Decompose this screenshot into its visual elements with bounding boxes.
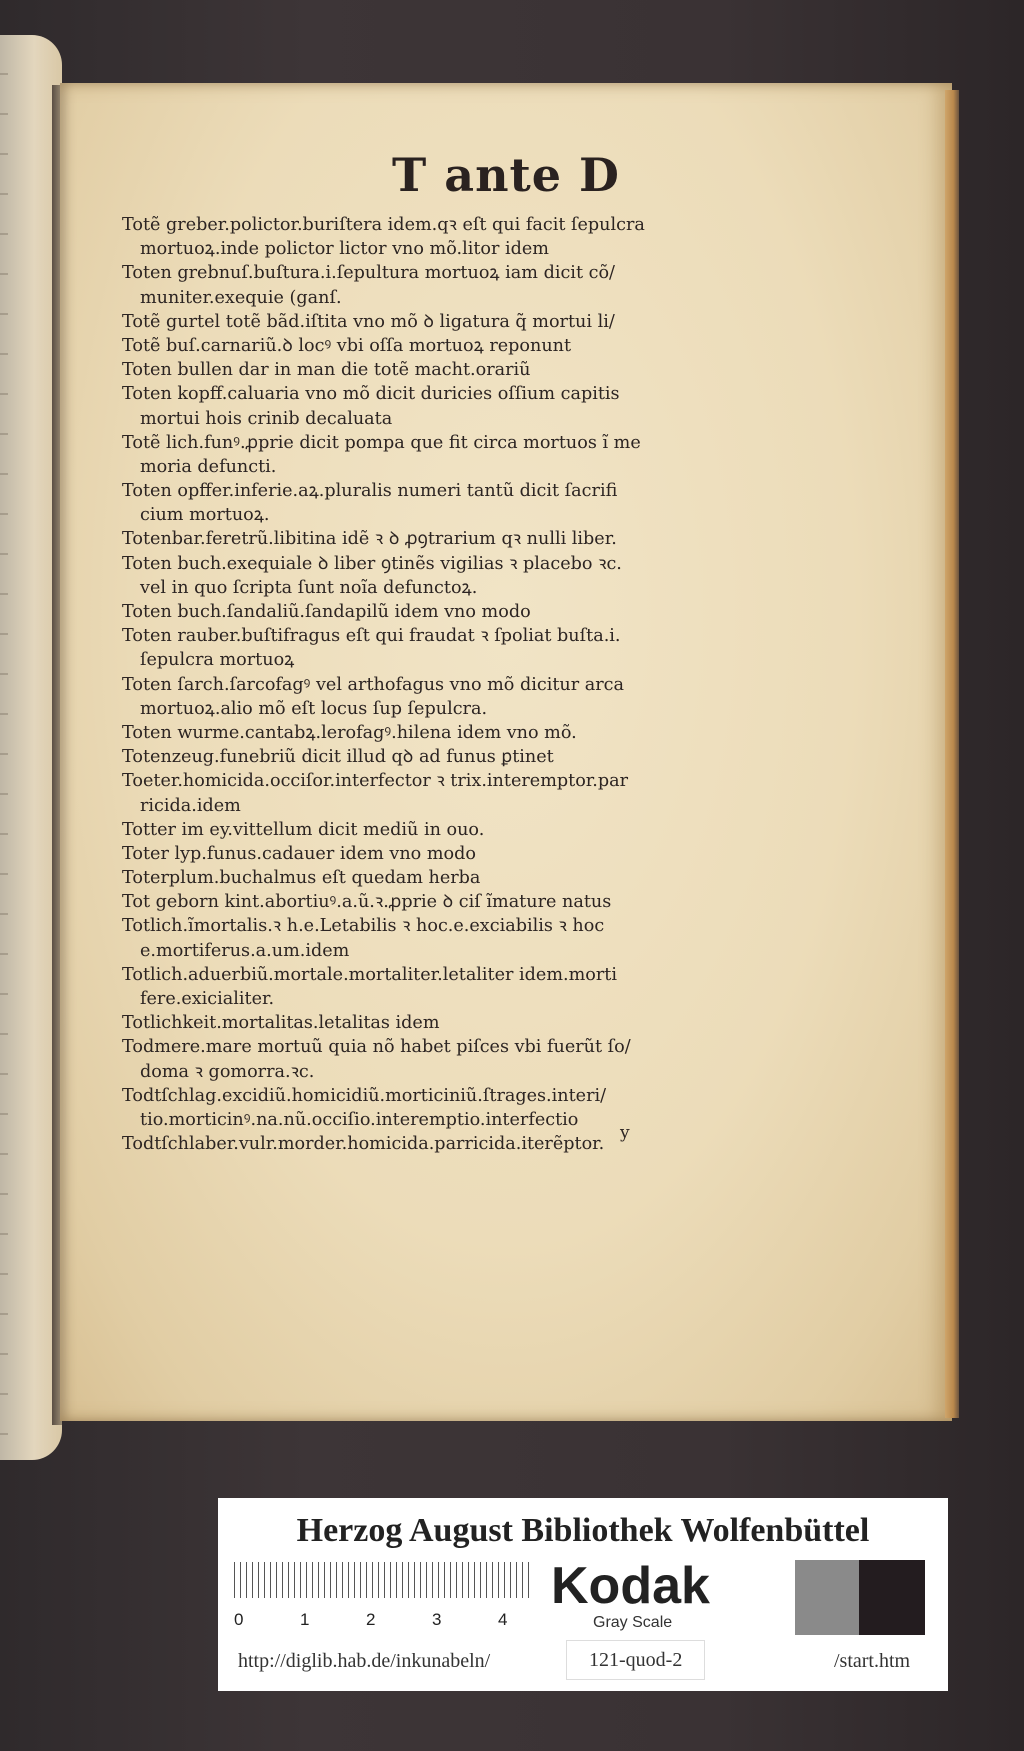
text-line: Toten rauber.buſtifragus eſt qui fraudat ꝛ ſpoliat buſta.i. — [122, 626, 621, 647]
text-line: Toten ſarch.ſarcofagꝰ vel arthofagus vno mõ dicitur arca — [122, 674, 625, 695]
text-line: Toter lyp.funus.cadauer idem vno modo — [122, 843, 476, 864]
library-color-card — [218, 1498, 948, 1691]
gray-swatch-black — [859, 1560, 925, 1635]
url-prefix[interactable]: http://diglib.hab.de/inkunabeln/ — [238, 1650, 491, 1672]
text-line: Toten wurme.cantabꝝ.lerofagꝰ.hilena idem vno mõ. — [122, 722, 577, 743]
url-id-box[interactable]: 121-quod-2 — [566, 1640, 705, 1680]
page-edge-ticks — [0, 35, 8, 1460]
text-line: ſepulcra mortuoꝝ — [140, 650, 295, 671]
text-line: vel in quo ſcripta ſunt noĩa defunctoꝝ. — [140, 577, 478, 598]
text-line: Totlich.aduerbiũ.mortale.mortaliter.letaliter idem.morti — [122, 964, 618, 985]
ruler-number: 4 — [498, 1610, 508, 1629]
text-line: Totẽ lich.funꝰ.ꝓprie dicit pompa que fit circa mortuos ĩ me — [122, 432, 641, 453]
book-page — [60, 83, 952, 1421]
kodak-brand: Kodak — [551, 1557, 710, 1615]
text-line: Totter im ey.vittellum dicit mediũ in ouo. — [122, 819, 485, 840]
gray-scale-label: Gray Scale — [593, 1614, 673, 1631]
ruler-number: 2 — [366, 1610, 376, 1629]
text-line: moria defuncti. — [140, 456, 277, 477]
page-fore-edge — [945, 90, 959, 1418]
url-suffix[interactable]: /start.htm — [834, 1650, 911, 1672]
text-line: Toeter.homicida.occiſor.interfector ꝛ trix.interemptor.par — [122, 771, 629, 792]
text-line: Totẽ greber.polictor.buriſtera idem.qꝛ eſt qui facit ſepulcra — [122, 215, 645, 235]
gray-swatch-white — [725, 1560, 795, 1635]
text-line: Todtſchlag.excidiũ.homicidiũ.morticiniũ.ſtrages.interi/ — [122, 1085, 607, 1106]
text-line: fere.exicialiter. — [140, 989, 275, 1009]
text-line: ricida.idem — [140, 795, 241, 816]
catchword: y — [620, 1123, 630, 1143]
library-name: Herzog August Bibliothek Wolfenbüttel — [296, 1512, 870, 1549]
text-line: Toten buch.exequiale ꝺ liber ꝯtinẽs vigilias ꝛ placebo ꝛc. — [122, 553, 622, 574]
ruler-number: 3 — [432, 1610, 442, 1629]
text-line: Toten bullen dar in man die totẽ macht.orariũ — [122, 360, 531, 381]
ruler-scale — [234, 1562, 534, 1598]
text-line: Totẽ gurtel totẽ bãd.iſtita vno mõ ꝺ ligatura q̃ mortui li/ — [122, 311, 615, 332]
gray-swatch-mid — [795, 1560, 859, 1635]
text-line: Totenzeug.funebriũ dicit illud qꝺ ad funus ꝑtinet — [122, 747, 554, 768]
text-line: Totlich.ĩmortalis.ꝛ h.e.Letabilis ꝛ hoc.e.exciabilis ꝛ hoc — [122, 916, 605, 937]
text-line: Toten buch.ſandaliũ.ſandapilũ idem vno modo — [122, 602, 531, 622]
text-line: Toten kopff.caluaria vno mõ dicit duricies oſſium capitis — [122, 384, 620, 405]
text-line: Toten grebnuſ.buſtura.i.ſepultura mortuoꝝ iam dicit cõ/ — [122, 263, 615, 284]
text-line: doma ꝛ gomorra.ꝛc. — [140, 1061, 315, 1082]
page-text-block — [122, 213, 762, 1156]
text-line: mortui hois crinib decaluata — [140, 408, 393, 429]
text-line: Todmere.mare mortuũ quia nõ habet piſces vbi fuerũt ſo/ — [122, 1037, 631, 1058]
text-line: Totlichkeit.mortalitas.letalitas idem — [122, 1013, 440, 1034]
text-line: Todtſchlaber.vulr.morder.homicida.parricida.iterẽptor. — [122, 1134, 605, 1155]
page-header: T ante D — [392, 148, 620, 202]
text-line: Tot geborn kint.abortiuꝰ.a.ũ.ꝛ.ꝓprie ꝺ ciſ ĩmature natus — [122, 892, 612, 913]
text-line: e.mortiferus.a.um.idem — [140, 940, 350, 961]
text-line: tio.morticinꝰ.na.nũ.occiſio.interemptio.interfectio — [140, 1109, 579, 1130]
text-line: muniter.exequie (ganſ. — [140, 287, 342, 308]
text-line: cium mortuoꝝ. — [140, 505, 270, 526]
ruler-number: 1 — [300, 1610, 310, 1629]
text-line: Totenbar.feretrũ.libitina idẽ ꝛ ꝺ ꝓꝯtrarium qꝛ nulli liber. — [122, 529, 617, 550]
text-line: mortuoꝝ.inde polictor lictor vno mõ.litor idem — [140, 239, 549, 260]
text-line: mortuoꝝ.alio mõ eſt locus ſup ſepulcra. — [140, 698, 488, 719]
text-line: Totẽ buſ.carnariũ.ꝺ locꝰ vbi oſſa mortuoꝝ reponunt — [122, 335, 572, 356]
text-line: Toten opffer.inferie.aꝝ.pluralis numeri tantũ dicit ſacrifi — [122, 481, 618, 502]
text-line: Toterplum.buchalmus eſt quedam herba — [122, 868, 481, 889]
ruler-number: 0 — [234, 1610, 244, 1629]
